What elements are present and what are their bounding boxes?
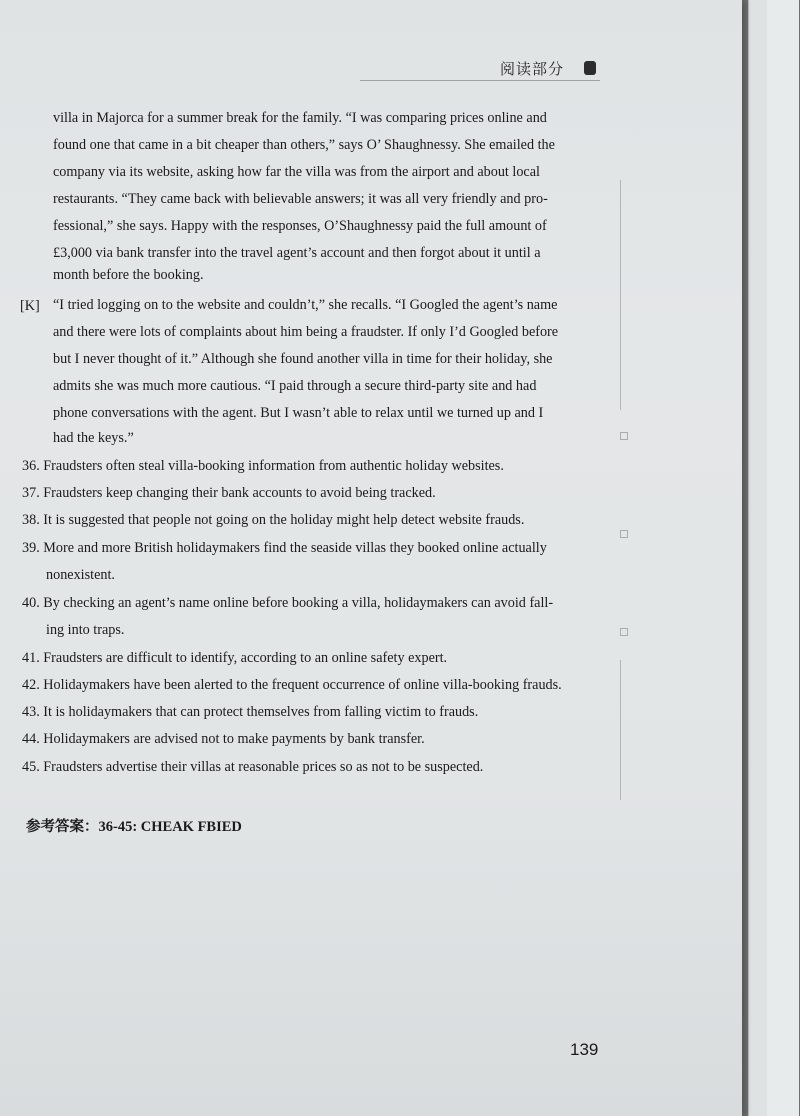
question-item: 40. By checking an agent’s name online before booking a villa, holidaymakers can avoid fall-	[22, 595, 554, 611]
question-item: 38. It is suggested that people not going on the holiday might help detect website frauds.	[22, 512, 525, 528]
question-item: 41. Fraudsters are difficult to identify, according to an online safety expert.	[22, 650, 448, 666]
passage-line: month before the booking.	[53, 267, 204, 283]
page-number: 139	[570, 1040, 599, 1059]
passage-line: company via its website, asking how far the villa was from the airport and about local	[53, 164, 540, 180]
page-edge-middle	[748, 0, 767, 1116]
passage-line: £3,000 via bank transfer into the travel agent’s account and then forgot about it until a	[53, 245, 541, 261]
bleed-margin-mark	[620, 628, 628, 636]
section-header: 阅读部分	[500, 60, 565, 78]
bleed-margin-line	[620, 660, 621, 800]
question-item: 45. Fraudsters advertise their villas at reasonable prices so as not to be suspected.	[22, 759, 484, 775]
passage-line: fessional,” she says. Happy with the responses, O’Shaughnessy paid the full amount of	[53, 218, 547, 234]
question-item: 37. Fraudsters keep changing their bank accounts to avoid being tracked.	[22, 485, 436, 501]
bleed-margin-mark	[620, 432, 628, 440]
passage-line: but I never thought of it.” Although she found another villa in time for their holiday, she	[53, 351, 553, 367]
passage-line: phone conversations with the agent. But I wasn’t able to relax until we turned up and I	[53, 405, 544, 421]
answer-key-value: 36-45: CHEAK FBIED	[98, 819, 242, 835]
paragraph-label: [K]	[20, 298, 40, 314]
answer-key	[26, 815, 242, 836]
question-item-continuation: ing into traps.	[46, 622, 125, 638]
question-item: 36. Fraudsters often steal villa-booking information from authentic holiday websites.	[22, 458, 504, 474]
question-item-continuation: nonexistent.	[46, 567, 115, 583]
passage-line: found one that came in a bit cheaper than others,” says O’ Shaughnessy. She emailed the	[53, 137, 555, 153]
question-item: 39. More and more British holidaymakers find the seaside villas they booked online actually	[22, 540, 547, 556]
bleed-margin-line	[620, 180, 621, 410]
passage-line: and there were lots of complaints about him being a fraudster. If only I’d Googled before	[53, 324, 559, 340]
answer-key-label: 参考答案：	[26, 819, 99, 835]
bleed-margin-mark	[620, 530, 628, 538]
passage-line: villa in Majorca for a summer break for the family. “I was comparing prices online and	[53, 110, 547, 126]
passage-line: “I tried logging on to the website and couldn’t,” she recalls. “I Googled the agent’s name	[53, 297, 558, 313]
book-icon	[584, 61, 596, 75]
question-item: 42. Holidaymakers have been alerted to the frequent occurrence of online villa-booking frauds.	[22, 677, 562, 693]
header-rule	[360, 80, 600, 81]
passage-line: restaurants. “They came back with believable answers; it was all very friendly and pro-	[53, 191, 548, 207]
question-item: 43. It is holidaymakers that can protect themselves from falling victim to frauds.	[22, 704, 479, 720]
passage-line: admits she was much more cautious. “I paid through a secure third-party site and had	[53, 378, 537, 394]
passage-line: had the keys.”	[53, 430, 134, 446]
question-item: 44. Holidaymakers are advised not to make payments by bank transfer.	[22, 731, 425, 747]
